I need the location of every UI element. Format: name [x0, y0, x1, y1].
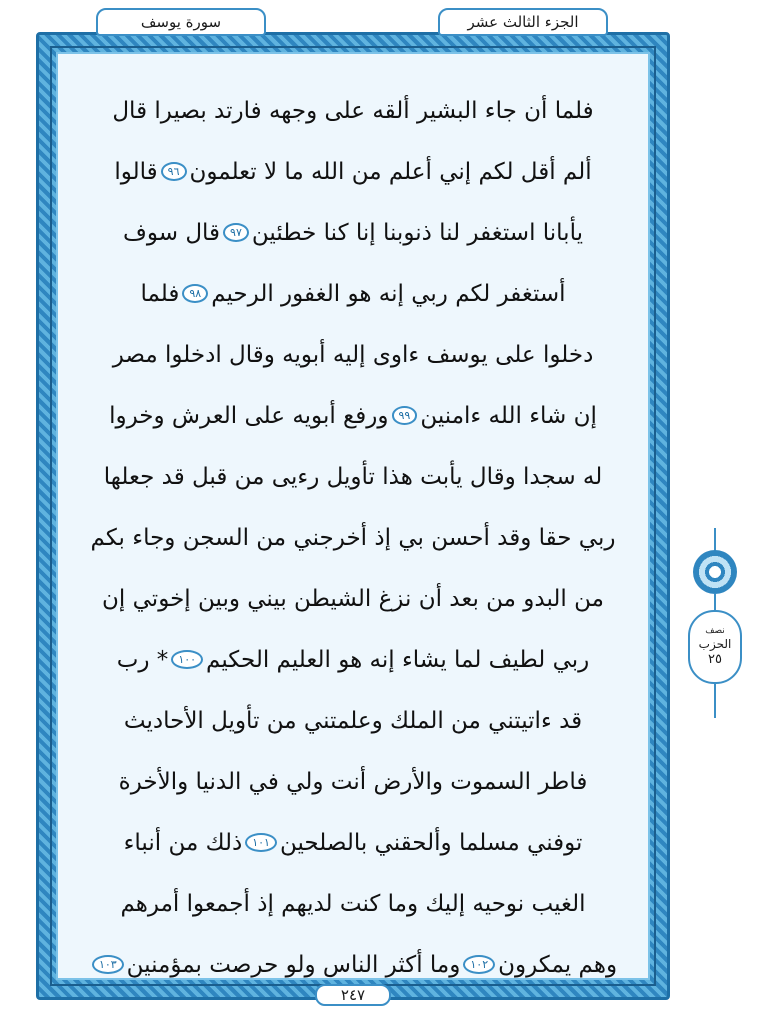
verse-line-9 — [70, 568, 636, 629]
ayah-number-marker: ٩٨ — [182, 284, 208, 303]
verse-line-5 — [70, 324, 636, 385]
ayah-number-marker: ١٠٣ — [92, 955, 124, 974]
verse-line-10 — [70, 629, 636, 690]
verse-text: فاطر السموت والأرض أنت ولي في الدنيا والأخرة — [118, 768, 588, 795]
verse-line-12 — [70, 751, 636, 812]
verse-text: دخلوا على يوسف ءاوى إليه أبويه وقال ادخلوا مصر — [112, 341, 594, 368]
ayah-number-marker: ١٠٠ — [171, 650, 203, 669]
ayah-number-marker: ١٠٢ — [463, 955, 495, 974]
verse-text: قال سوف — [123, 219, 221, 246]
verse-text: من البدو من بعد أن نزغ الشيطن بيني وبين إخوتي إن — [102, 585, 604, 612]
surah-name-header: سورة يوسف — [96, 8, 266, 36]
verse-lines — [70, 80, 636, 995]
verse-text: فلما أن جاء البشير ألقه على وجهه فارتد بصيرا قال — [112, 97, 594, 124]
verse-line-7 — [70, 446, 636, 507]
verse-text: قالوا — [114, 158, 158, 185]
hizb-label-box — [688, 610, 742, 684]
page-number: ٢٤٧ — [315, 984, 391, 1006]
verse-line-6 — [70, 385, 636, 446]
ayah-number-marker: ١٠١ — [245, 833, 277, 852]
verse-text: أستغفر لكم ربي إنه هو الغفور الرحيم — [211, 280, 566, 307]
verse-text: قد ءاتيتني من الملك وعلمتني من تأويل الأحاديث — [123, 707, 583, 734]
verse-text: وهم يمكرون — [498, 951, 618, 978]
verse-text: فلما — [140, 280, 180, 307]
ayah-number-marker: ٩٦ — [161, 162, 187, 181]
verse-text: * رب — [116, 646, 169, 673]
hizb-number: ٢٥ — [708, 652, 722, 667]
verse-text: ذلك من أنباء — [123, 829, 243, 856]
verse-text: وما أكثر الناس ولو حرصت بمؤمنين — [126, 951, 461, 978]
verse-line-1 — [70, 80, 636, 141]
verse-line-11 — [70, 690, 636, 751]
verse-text: ربي لطيف لما يشاء إنه هو العليم الحكيم — [206, 646, 590, 673]
hizb-label: الحزب — [698, 637, 732, 651]
hizb-label-top: نصف — [705, 625, 725, 636]
verse-text: ربي حقا وقد أحسن بي إذ أخرجني من السجن وجاء بكم — [90, 524, 616, 551]
verse-line-3 — [70, 202, 636, 263]
hizb-marker-stem-top — [714, 528, 716, 552]
ayah-number-marker: ٩٧ — [223, 223, 249, 242]
verse-text: يأبانا استغفر لنا ذنوبنا إنا كنا خطئين — [251, 219, 583, 246]
verse-line-14 — [70, 873, 636, 934]
verse-text: إن شاء الله ءامنين — [420, 402, 597, 429]
rosette-ornament-icon — [693, 550, 737, 594]
verse-text: له سجدا وقال يأبت هذا تأويل رءيى من قبل قد جعلها — [103, 463, 603, 490]
verse-text: الغيب نوحيه إليك وما كنت لديهم إذ أجمعوا أمرهم — [120, 890, 586, 917]
verse-line-8 — [70, 507, 636, 568]
verse-line-2 — [70, 141, 636, 202]
hizb-marker — [684, 528, 746, 718]
verse-text: ألم أقل لكم إني أعلم من الله ما لا تعلمون — [189, 158, 592, 185]
ayah-number-marker: ٩٩ — [392, 406, 418, 425]
verse-text: ورفع أبويه على العرش وخروا — [109, 402, 389, 429]
verse-line-13 — [70, 812, 636, 873]
verse-line-4 — [70, 263, 636, 324]
verse-text: توفني مسلما وألحقني بالصلحين — [279, 829, 583, 856]
juz-name-header: الجزء الثالث عشر — [438, 8, 608, 36]
hizb-marker-stem-bottom — [714, 684, 716, 718]
